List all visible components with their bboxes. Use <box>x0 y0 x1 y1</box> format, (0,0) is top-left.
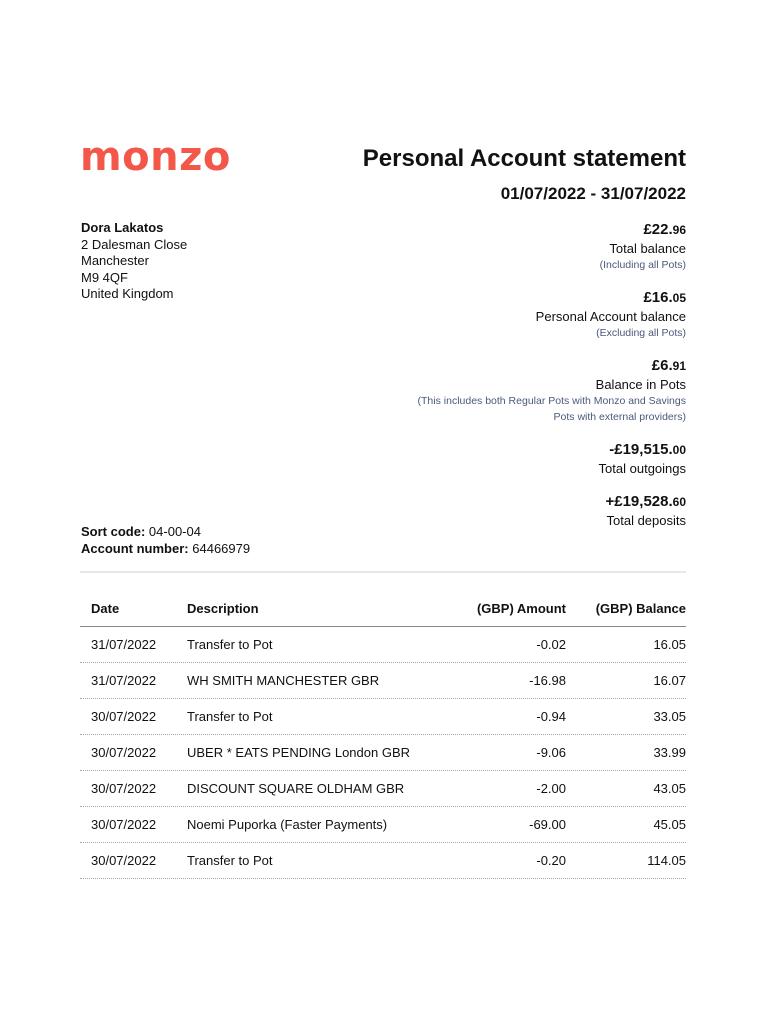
row-balance: 16.07 <box>653 673 686 688</box>
address-line: M9 4QF <box>81 269 128 285</box>
amount-pence: 05 <box>672 291 686 305</box>
sort-code-value: 04-00-04 <box>148 524 201 539</box>
row-date: 30/07/2022 <box>91 709 157 724</box>
header-description: Description <box>187 600 259 616</box>
amount-pounds: +£19,528. <box>605 493 673 510</box>
row-amount: -0.94 <box>536 709 566 724</box>
row-date: 31/07/2022 <box>91 637 157 652</box>
personal-balance <box>326 288 686 341</box>
row-amount: -0.02 <box>536 637 566 652</box>
personal-balance-label: Personal Account balance <box>535 309 686 324</box>
header-balance: (GBP) Balance <box>595 600 686 616</box>
sort-code-label: Sort code: <box>81 524 146 539</box>
total-balance <box>326 220 686 273</box>
amount-pounds: £16. <box>643 289 673 306</box>
row-description: WH SMITH MANCHESTER GBR <box>187 673 380 688</box>
row-description: Noemi Puporka (Faster Payments) <box>187 817 388 832</box>
table-row <box>80 699 686 735</box>
row-description: Transfer to Pot <box>187 637 273 652</box>
row-amount: -9.06 <box>536 745 566 760</box>
total-outgoings-amount <box>326 440 686 460</box>
table-header <box>80 590 686 627</box>
account-number-value: 64466979 <box>192 541 251 556</box>
pots-balance-amount <box>326 356 686 376</box>
row-amount: -16.98 <box>529 673 566 688</box>
section-divider <box>80 571 686 573</box>
balance-summary <box>326 220 686 544</box>
pots-balance-note: Pots with external providers) <box>553 411 686 423</box>
amount-pence: 91 <box>672 359 686 373</box>
row-description: Transfer to Pot <box>187 709 273 724</box>
table-row <box>80 627 686 663</box>
total-balance-note: (Including all Pots) <box>599 259 686 271</box>
personal-balance-note: (Excluding all Pots) <box>596 327 686 339</box>
amount-pounds: £22. <box>643 221 673 238</box>
row-date: 30/07/2022 <box>91 817 157 832</box>
row-amount: -2.00 <box>536 781 566 796</box>
pots-balance-note: (This includes both Regular Pots with Monzo and Savings <box>417 395 686 407</box>
sort-code <box>81 523 250 540</box>
account-number <box>81 540 250 557</box>
row-date: 31/07/2022 <box>91 673 157 688</box>
amount-pence: 60 <box>672 495 686 509</box>
total-outgoings-label: Total outgoings <box>598 461 686 476</box>
monzo-logo: monzo <box>80 134 231 180</box>
customer-address <box>81 220 187 303</box>
address-line: Manchester <box>81 253 149 269</box>
table-row <box>80 807 686 843</box>
amount-pence: 00 <box>672 443 686 457</box>
address-line: 2 Dalesman Close <box>81 236 188 252</box>
row-description: Transfer to Pot <box>187 853 273 868</box>
row-amount: -0.20 <box>536 853 566 868</box>
row-date: 30/07/2022 <box>91 853 157 868</box>
transactions-table <box>80 590 686 879</box>
table-row <box>80 735 686 771</box>
total-balance-amount <box>326 220 686 240</box>
row-date: 30/07/2022 <box>91 745 157 760</box>
table-row <box>80 771 686 807</box>
amount-pence: 96 <box>672 223 686 237</box>
account-details <box>81 523 250 557</box>
amount-pounds: -£19,515. <box>609 441 673 458</box>
account-number-label: Account number: <box>81 541 189 556</box>
amount-pounds: £6. <box>651 357 673 374</box>
table-row <box>80 843 686 879</box>
row-description: UBER * EATS PENDING London GBR <box>187 745 411 760</box>
row-balance: 43.05 <box>653 781 686 796</box>
total-outgoings <box>326 440 686 477</box>
table-row <box>80 663 686 699</box>
header-date: Date <box>91 600 120 616</box>
total-deposits <box>326 492 686 529</box>
row-date: 30/07/2022 <box>91 781 157 796</box>
row-balance: 33.05 <box>653 709 686 724</box>
address-line: United Kingdom <box>81 286 174 302</box>
row-balance: 33.99 <box>653 745 686 760</box>
total-balance-label: Total balance <box>609 241 686 256</box>
row-balance: 45.05 <box>653 817 686 832</box>
total-deposits-label: Total deposits <box>606 513 686 528</box>
pots-balance-label: Balance in Pots <box>595 377 686 392</box>
statement-period: 01/07/2022 - 31/07/2022 <box>500 184 686 203</box>
row-amount: -69.00 <box>529 817 566 832</box>
customer-name: Dora Lakatos <box>81 220 164 235</box>
personal-balance-amount <box>326 288 686 308</box>
header-amount: (GBP) Amount <box>476 600 566 616</box>
pots-balance <box>326 356 686 425</box>
total-deposits-amount <box>326 492 686 512</box>
row-balance: 16.05 <box>653 637 686 652</box>
statement-title: Personal Account statement <box>362 145 686 172</box>
row-balance: 114.05 <box>647 853 686 868</box>
row-description: DISCOUNT SQUARE OLDHAM GBR <box>187 781 405 796</box>
